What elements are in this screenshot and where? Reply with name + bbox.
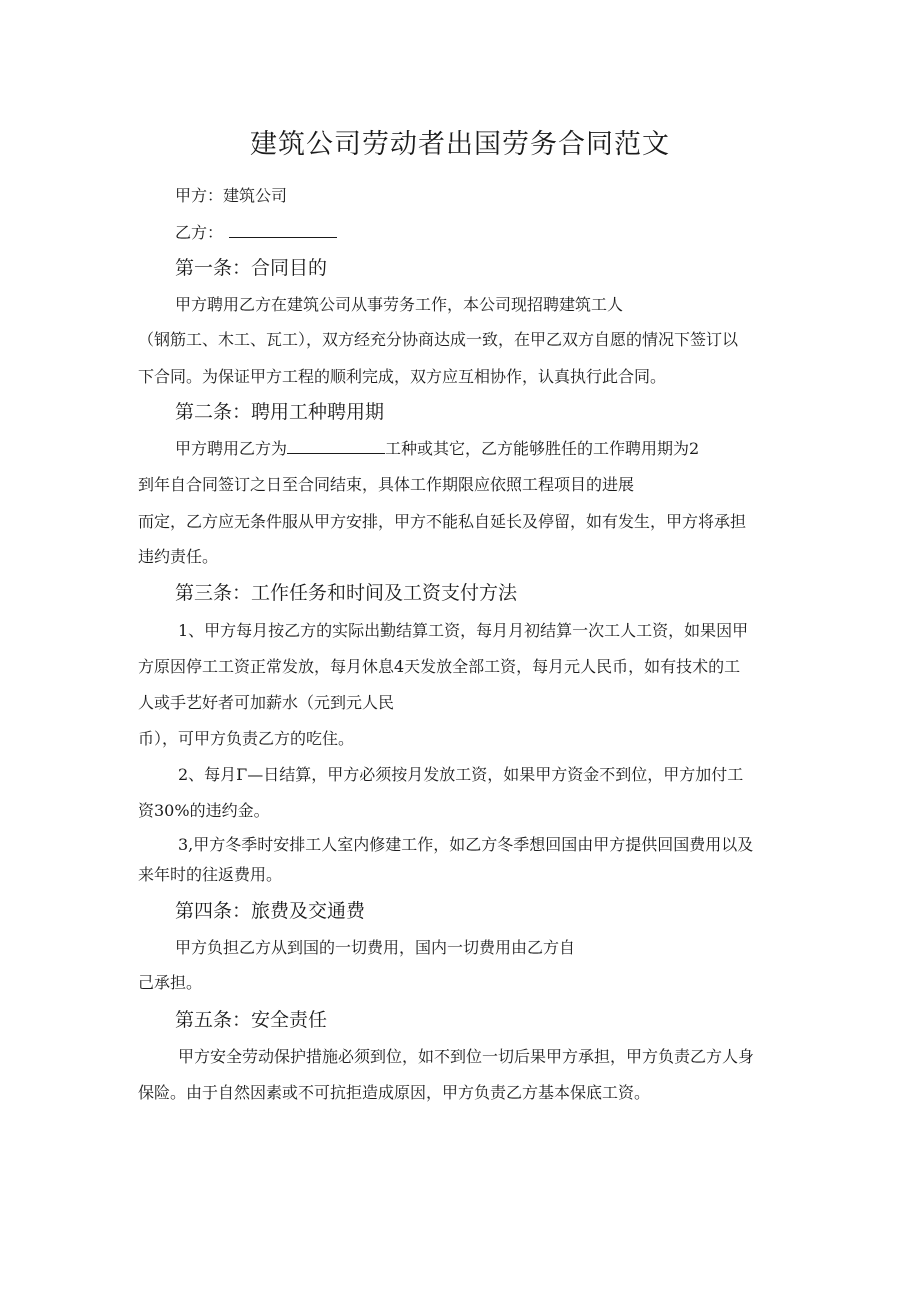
article-2-line: 违约责任。 xyxy=(138,547,219,566)
article-2-line: 而定，乙方应无条件服从甲方安排，甲方不能私自延长及停留，如有发生，甲方将承担 xyxy=(138,512,747,531)
document-title: 建筑公司劳动者出国劳务合同范文 xyxy=(250,129,670,160)
party-b-label: 乙方： xyxy=(175,223,224,242)
article-2-line xyxy=(175,438,699,460)
article-1-heading: 第一条：合同目的 xyxy=(175,257,328,279)
article-3-line: 来年时的往返费用。 xyxy=(138,865,283,884)
article-3-line: 3,甲方冬季时安排工人室内修建工作，如乙方冬季想回国由甲方提供回国费用以及 xyxy=(178,835,754,854)
party-b-blank xyxy=(229,223,337,238)
article-3-line: 币），可甲方负责乙方的吃住。 xyxy=(138,729,355,748)
article-3-line: 2、每月Γ—日结算，甲方必须按月发放工资，如果甲方资金不到位，甲方加付工 xyxy=(178,765,744,784)
article-4-heading: 第四条：旅费及交通费 xyxy=(175,900,366,922)
article-3-line: 1、甲方每月按乙方的实际出勤结算工资，每月月初结算一次工人工资，如果因甲 xyxy=(178,621,749,640)
job-type-blank xyxy=(287,439,385,454)
article-3-line: 人或手艺好者可加薪水（元到元人民 xyxy=(138,693,395,712)
article-2-text: 甲方聘用乙方为 xyxy=(175,439,288,458)
article-3-line: 资30%的违约金。 xyxy=(138,801,270,820)
article-1-line: （钢筋工、木工、瓦工），双方经充分协商达成一致，在甲乙双方自愿的情况下签订以 xyxy=(138,330,739,349)
article-1-line: 下合同。为保证甲方工程的顺利完成，双方应互相协作，认真执行此合同。 xyxy=(138,367,667,386)
article-1-line: 甲方聘用乙方在建筑公司从事劳务工作，本公司现招聘建筑工人 xyxy=(175,295,624,314)
article-2-heading: 第二条：聘用工种聘用期 xyxy=(175,401,385,423)
party-a: 甲方：建筑公司 xyxy=(175,186,288,205)
article-5-heading: 第五条：安全责任 xyxy=(175,1009,328,1031)
article-3-line: 方原因停工工资正常发放，每月休息4天发放全部工资，每月元人民币，如有技术的工 xyxy=(138,657,741,676)
article-3-heading: 第三条：工作任务和时间及工资支付方法 xyxy=(175,582,518,604)
article-4-line: 己承担。 xyxy=(138,973,203,992)
article-2-text: 工种或其它，乙方能够胜任的工作聘用期为2 xyxy=(385,439,700,458)
article-4-line: 甲方负担乙方从到国的一切费用，国内一切费用由乙方自 xyxy=(175,938,576,957)
article-2-line: 到年自合同签订之日至合同结束，具体工作期限应依照工程项目的进展 xyxy=(138,475,635,494)
article-5-line: 甲方安全劳动保护措施必须到位，如不到位一切后果甲方承担，甲方负责乙方人身 xyxy=(178,1047,755,1066)
article-5-line: 保险。由于自然因素或不可抗拒造成原因，甲方负责乙方基本保底工资。 xyxy=(138,1083,651,1102)
party-b xyxy=(175,222,337,244)
